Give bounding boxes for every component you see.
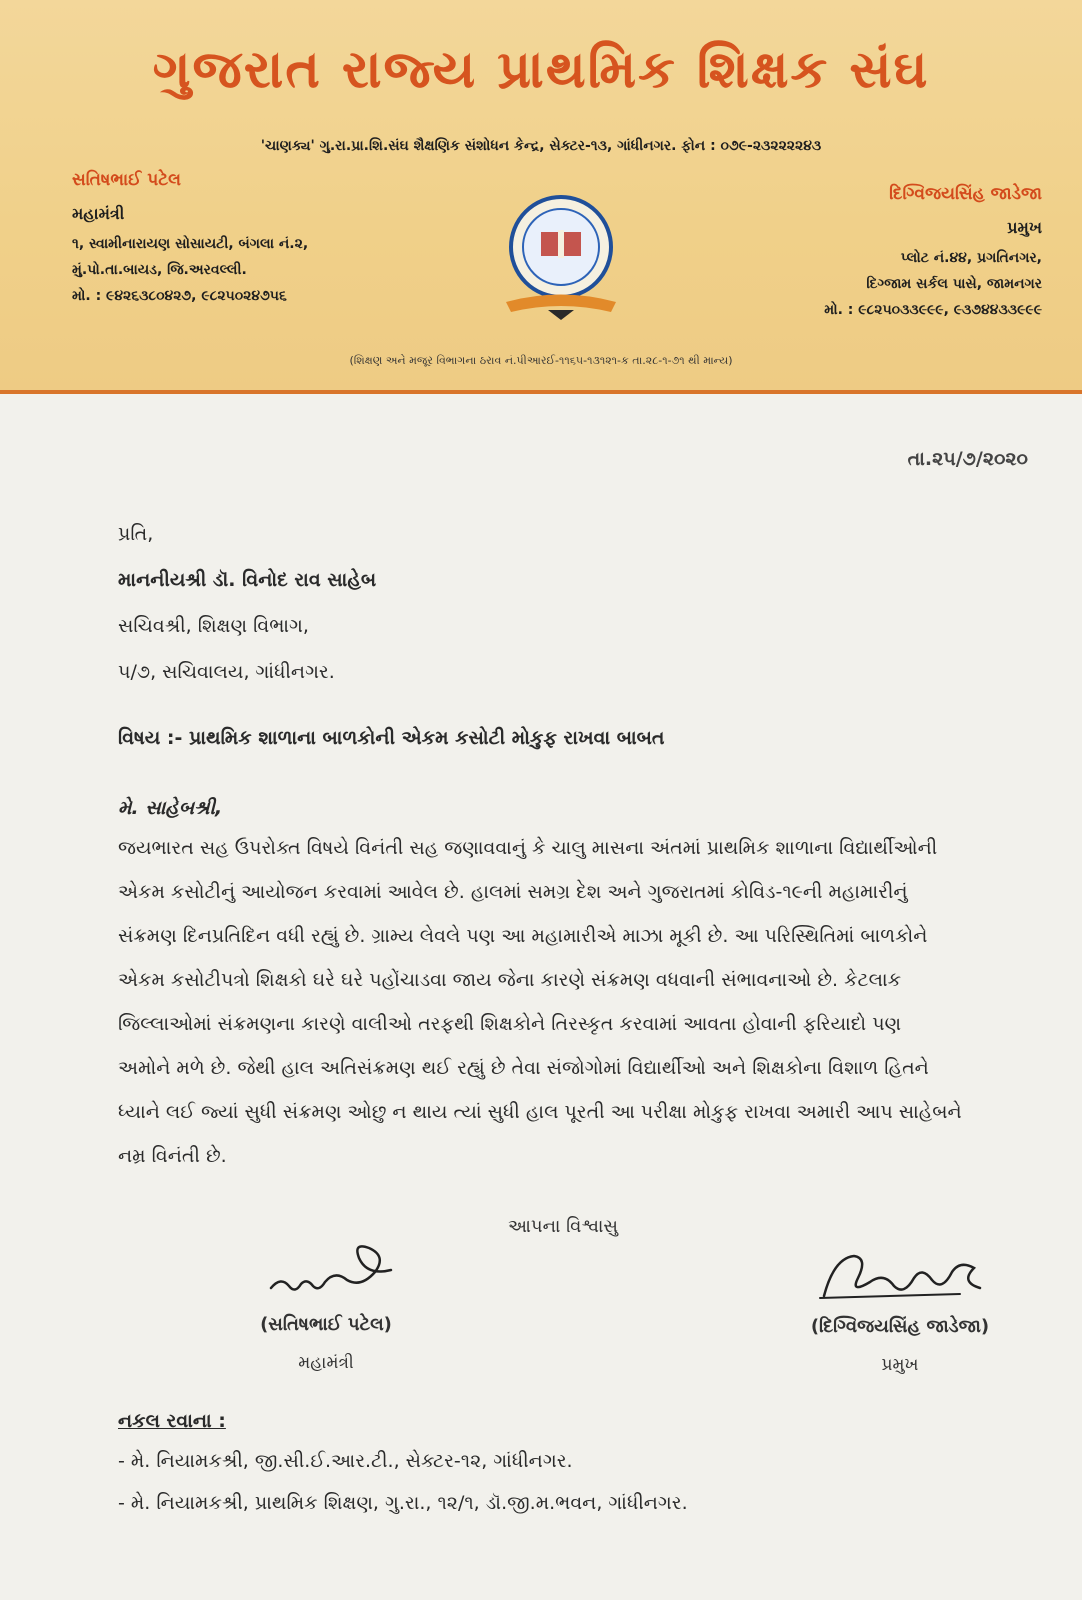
letterhead-divider bbox=[0, 390, 1082, 394]
president-title: પ્રમુખ bbox=[1007, 218, 1042, 237]
handwritten-signature-left bbox=[251, 1236, 401, 1306]
letter-subject: વિષય :- પ્રાથમિક શાળાના બાળકોની એકમ કસોટી મોકુફ રાખવા બાબત bbox=[118, 727, 665, 749]
body-line: ધ્યાને લઈ જ્યાં સુધી સંક્રમણ ઓછુ ન થાય ત્યાં સુધી હાલ પૂરતી આ પરીક્ષા મોકુફ રાખવા અમારી આપ સાહેબને bbox=[118, 1101, 962, 1123]
president-address-2: દિગ્જામ સર્કલ પાસે, જામનગર bbox=[866, 276, 1042, 292]
general-secretary-address-2: મું.પો.તા.બાયડ, જિ.અરવલ્લી. bbox=[72, 262, 247, 278]
salutation: મે. સાહેબશ્રી, bbox=[118, 797, 223, 819]
recognition-note: (શિક્ષણ અને મજૂર વિભાગના ઠરાવ નં.પીઆરઈ-૧૧૬૫-૧૩૧૨૧-ક તા.૨૮-૧-૭૧ થી માન્ય) bbox=[349, 354, 733, 367]
letterhead bbox=[0, 0, 1082, 392]
body-line: સંક્રમણ દિનપ્રતિદિન વધી રહ્યું છે. ગ્રામ્ય લેવલે પણ આ મહામારીએ માઝા મૂકી છે. આ પરિસ્થિતિમાં બાળકોને bbox=[118, 925, 928, 947]
letter-body bbox=[118, 826, 1058, 1178]
body-line: અમોને મળે છે. જેથી હાલ અતિસંક્રમણ થઈ રહ્યું છે તેવા સંજોગોમાં વિદ્યાર્થીઓ અને શિક્ષકોના વિશાળ હિતને bbox=[118, 1057, 929, 1079]
president-name: દિગ્વિજયસિંહ જાડેજા bbox=[889, 184, 1042, 204]
president-signature-block bbox=[790, 1238, 1010, 1375]
handwritten-signature-right bbox=[810, 1238, 990, 1308]
letter-date: તા.૨૫/૭/૨૦૨૦ bbox=[907, 448, 1028, 470]
general-secretary-title: મહામંત્રી bbox=[72, 204, 125, 223]
general-secretary-address-1: ૧, સ્વામીનારાયણ સોસાયટી, બંગલા નં.૨, bbox=[72, 236, 309, 252]
copy-to-item: - મે. નિયામકશ્રી, પ્રાથમિક શિક્ષણ, ગુ.રા., ૧૨/૧, ડૉ.જી.મ.ભવન, ગાંધીનગર. bbox=[118, 1492, 688, 1514]
recipient-name: માનનીયશ્રી ડૉ. વિનોદ રાવ સાહેબ bbox=[118, 569, 377, 591]
organization-address: 'ચાણક્ય' ગુ.રા.પ્રા.શિ.સંઘ શૈક્ષણિક સંશોધન કેન્દ્ર, સેક્ટર-૧૩, ગાંધીનગર. ફોન : ૦૭૯-૨૩૨૨૨૨૪૩ bbox=[260, 138, 822, 154]
general-secretary-signature-title: મહામંત્રી bbox=[298, 1353, 354, 1373]
copy-to-item: - મે. નિયામકશ્રી, જી.સી.ઈ.આર.ટી., સેક્ટર-૧૨, ગાંધીનગર. bbox=[118, 1450, 573, 1472]
organization-logo bbox=[496, 192, 626, 332]
president-signature-name: (દિગ્વિજયસિંહ જાડેજા) bbox=[810, 1316, 990, 1337]
body-line: જયભારત સહ ઉપરોક્ત વિષયે વિનંતી સહ જણાવવાનું કે ચાલુ માસના અંતમાં પ્રાથમિક શાળાના વિદ્યાર્થીઓની bbox=[118, 837, 938, 859]
president-signature-title: પ્રમુખ bbox=[881, 1355, 919, 1375]
general-secretary-block bbox=[72, 170, 432, 314]
body-line: એકમ કસોટીપત્રો શિક્ષકો ઘરે ઘરે પહોંચાડવા જાય જેના કારણે સંક્રમણ વધવાની સંભાવનાઓ છે. કેટલાક bbox=[118, 969, 902, 991]
recipient-address: ૫/૭, સચિવાલય, ગાંધીનગર. bbox=[118, 661, 335, 683]
copy-to-heading: નકલ રવાના : bbox=[118, 1410, 226, 1432]
general-secretary-phone: મો. : ૯૪૨૬૩૮૦૪૨૭, ૯૮૨૫૦૨૪૭૫૬ bbox=[72, 288, 287, 304]
to-label: પ્રતિ, bbox=[118, 523, 154, 545]
recipient-post: સચિવશ્રી, શિક્ષણ વિભાગ, bbox=[118, 615, 309, 637]
general-secretary-signature-name: (સતિષભાઈ પટેલ) bbox=[260, 1314, 392, 1335]
general-secretary-signature-block bbox=[226, 1236, 426, 1373]
body-line: નમ્ર વિનંતી છે. bbox=[118, 1145, 227, 1167]
president-block bbox=[742, 184, 1042, 328]
organization-name: ગુજરાત રાજ્ય પ્રાથમિક શિક્ષક સંઘ bbox=[152, 40, 930, 100]
president-address-1: પ્લોટ નં.૪૪, પ્રગતિનગર, bbox=[900, 250, 1042, 266]
president-phone: મો. : ૯૮૨૫૦૩૩૯૯૯, ૯૩૭૪૪૩૩૯૯૯ bbox=[824, 302, 1042, 318]
copy-to-block bbox=[118, 1410, 1018, 1534]
body-line: જિલ્લાઓમાં સંક્રમણના કારણે વાલીઓ તરફથી શિક્ષકોને તિરસ્કૃત કરવામાં આવતા હોવાની ફરિયાદો પણ bbox=[118, 1013, 902, 1035]
closing-line: આપના વિશ્વાસુ bbox=[508, 1216, 618, 1237]
body-line: એકમ કસોટીનું આયોજન કરવામાં આવેલ છે. હાલમાં સમગ્ર દેશ અને ગુજરાતમાં કોવિડ-૧૯ની મહામારીનું bbox=[118, 881, 908, 903]
recipient-block bbox=[118, 518, 1058, 702]
general-secretary-name: સતિષભાઈ પટેલ bbox=[72, 170, 181, 190]
